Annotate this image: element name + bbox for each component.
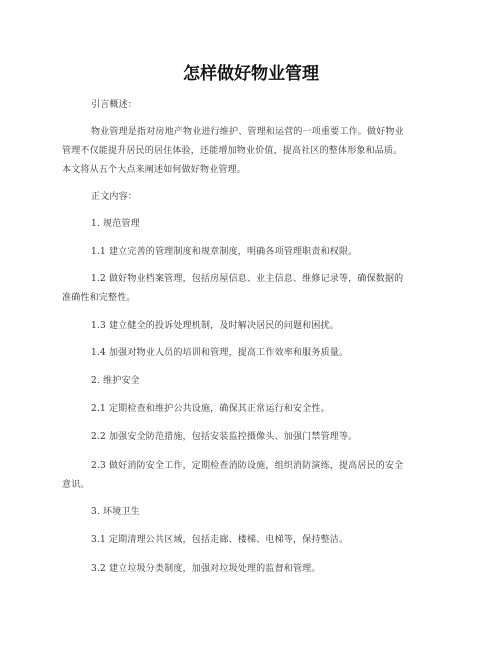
- body-heading: 正文内容：: [91, 192, 138, 202]
- item-2-3-line-2: 意识。: [62, 480, 90, 490]
- item-1-2-line-2: 准确性和完整性。: [62, 293, 136, 303]
- item-1-1: 1.1 建立完善的管理制度和规章制度，明确各项管理职责和权限。: [91, 247, 358, 257]
- section-2-heading: 2. 维护安全: [91, 376, 140, 386]
- item-1-2-line-1: 1.2 做好物业档案管理，包括房屋信息、业主信息、维修记录等，确保数据的: [91, 274, 404, 284]
- item-2-2: 2.2 加强安全防范措施，包括安装监控摄像头、加强门禁管理等。: [91, 432, 358, 442]
- item-3-1: 3.1 定期清理公共区域，包括走廊、楼梯、电梯等，保持整洁。: [91, 535, 349, 545]
- section-3-heading: 3. 环境卫生: [91, 507, 140, 517]
- item-1-3: 1.3 建立健全的投诉处理机制，及时解决居民的问题和困扰。: [91, 321, 339, 331]
- intro-line-3: 本文将从五个大点来阐述如何做好物业管理。: [62, 165, 247, 175]
- item-2-3-line-1: 2.3 做好消防安全工作，定期检查消防设施，组织消防演练，提高居民的安全: [91, 461, 404, 471]
- intro-line-2: 管理不仅能提升居民的居住体验，还能增加物业价值，提高社区的整体形象和品质。: [62, 146, 403, 156]
- intro-line-1: 物业管理是指对房地产物业进行维护、管理和运营的一项重要工作。做好物业: [91, 127, 404, 137]
- item-3-2: 3.2 建立垃圾分类制度，加强对垃圾处理的监督和管理。: [91, 564, 321, 574]
- intro-heading: 引言概述：: [91, 100, 138, 110]
- item-2-1: 2.1 定期检查和维护公共设施，确保其正常运行和安全性。: [91, 404, 330, 414]
- item-1-4: 1.4 加强对物业人员的培训和管理，提高工作效率和服务质量。: [91, 348, 349, 358]
- document-title: 怎样做好物业管理: [183, 64, 319, 84]
- section-1-heading: 1. 规范管理: [91, 219, 140, 229]
